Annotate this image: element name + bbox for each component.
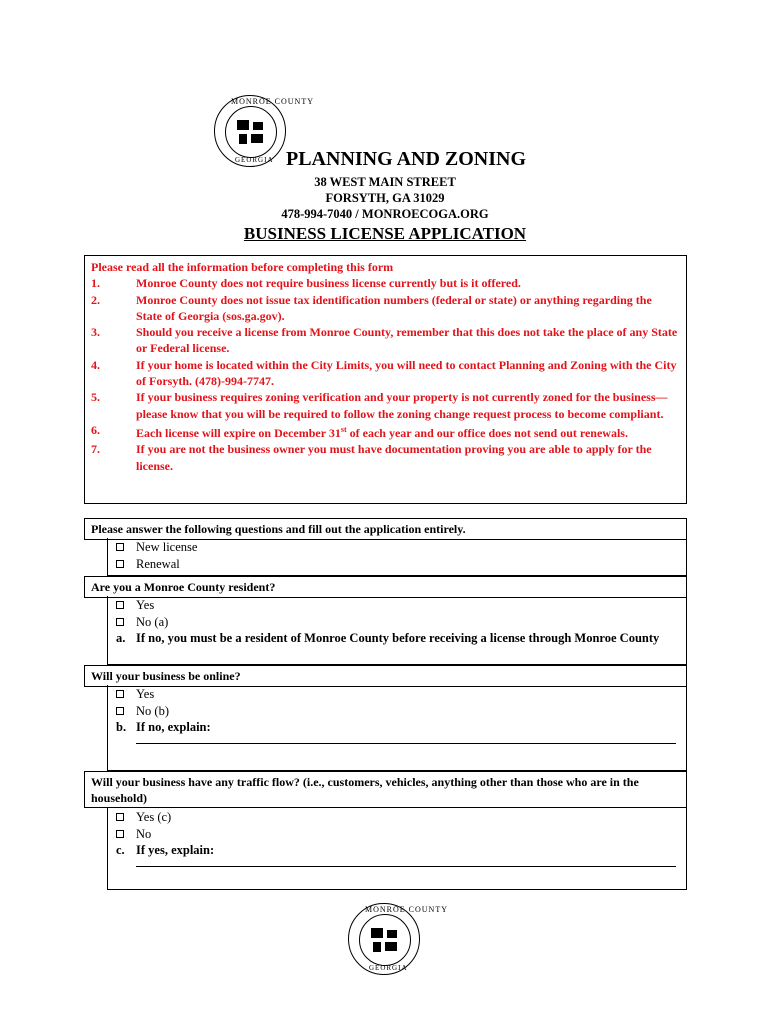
checkbox[interactable] — [116, 690, 124, 698]
checkbox[interactable] — [116, 813, 124, 821]
traffic-options — [107, 808, 687, 890]
county-seal-logo — [348, 903, 448, 975]
instructions-intro: Please read all the information before completing this form — [91, 260, 394, 274]
address-line-2: FORSYTH, GA 31029 — [325, 191, 445, 205]
license-type-options — [107, 538, 687, 576]
option-yes[interactable]: Yes — [116, 597, 686, 614]
option-yes[interactable]: Yes — [116, 686, 686, 703]
checkbox[interactable] — [116, 601, 124, 609]
checkbox[interactable] — [116, 560, 124, 568]
form-title: BUSINESS LICENSE APPLICATION — [243, 224, 527, 243]
checkbox[interactable] — [116, 618, 124, 626]
option-no[interactable]: No (b) — [116, 703, 686, 720]
option-no[interactable]: No (a) — [116, 614, 686, 631]
resident-note: a. If no, you must be a resident of Monroe County before receiving a license through Monroe County — [116, 631, 660, 645]
question-online: Will your business be online? — [84, 665, 687, 687]
seal-text-top: MONROE COUNTY — [365, 905, 448, 914]
question-traffic-flow: Will your business have any traffic flow? (i.e., customers, vehicles, anything other than those who are in the household) — [84, 771, 687, 808]
instruction-item: 7. If you are not the business owner you must have documentation proving you are able to apply for the license. — [91, 442, 652, 473]
option-yes[interactable]: Yes (c) — [116, 809, 686, 826]
seal-text-bottom: GEORGIA — [235, 156, 274, 164]
instructions-box — [84, 255, 687, 504]
instruction-item: 1. Monroe County does not require business license currently but is it offered. — [91, 276, 521, 291]
instruction-item: 6. Each license will expire on December 31st of each year and our office does not send out renewals. — [91, 422, 628, 440]
traffic-explain-label: c. If yes, explain: — [116, 843, 215, 857]
online-explain-label: b. If no, explain: — [116, 720, 211, 734]
county-seal-logo — [214, 95, 314, 167]
online-options — [107, 685, 687, 771]
checkbox[interactable] — [116, 830, 124, 838]
explain-answer-line[interactable] — [136, 742, 676, 744]
seal-text-top: MONROE COUNTY — [231, 97, 314, 106]
option-no[interactable]: No — [116, 826, 686, 843]
instruction-item: 3. Should you receive a license from Monroe County, remember that this does not take the place of any State or Federal license. — [91, 325, 678, 356]
contact-line: 478-994-7040 / MONROECOGA.ORG — [281, 207, 489, 221]
instruction-item: 5. If your business requires zoning verification and your property is not currently zoned for the business—please know that you will be required to follow the zoning change request process to become compliant. — [91, 390, 668, 421]
resident-options — [107, 596, 687, 665]
instruction-item: 4. If your home is located within the City Limits, you will need to contact Planning and Zoning with the City of Forsyth. (478)-994-7747. — [91, 357, 677, 389]
seal-text-bottom: GEORGIA — [369, 964, 408, 972]
explain-answer-line[interactable] — [136, 865, 676, 867]
checkbox[interactable] — [116, 543, 124, 551]
instruction-item: 2. Monroe County does not issue tax identification numbers (federal or state) or anything regarding the State of Georgia (sos.ga.gov). — [91, 292, 652, 323]
address-line-1: 38 WEST MAIN STREET — [314, 175, 456, 189]
checkbox[interactable] — [116, 707, 124, 715]
page-title: PLANNING AND ZONING — [286, 148, 527, 170]
option-new-license[interactable]: New license — [116, 539, 686, 556]
question-resident: Are you a Monroe County resident? — [84, 576, 687, 598]
option-renewal[interactable]: Renewal — [116, 556, 686, 573]
question-license-type: Please answer the following questions and fill out the application entirely. — [84, 518, 687, 540]
